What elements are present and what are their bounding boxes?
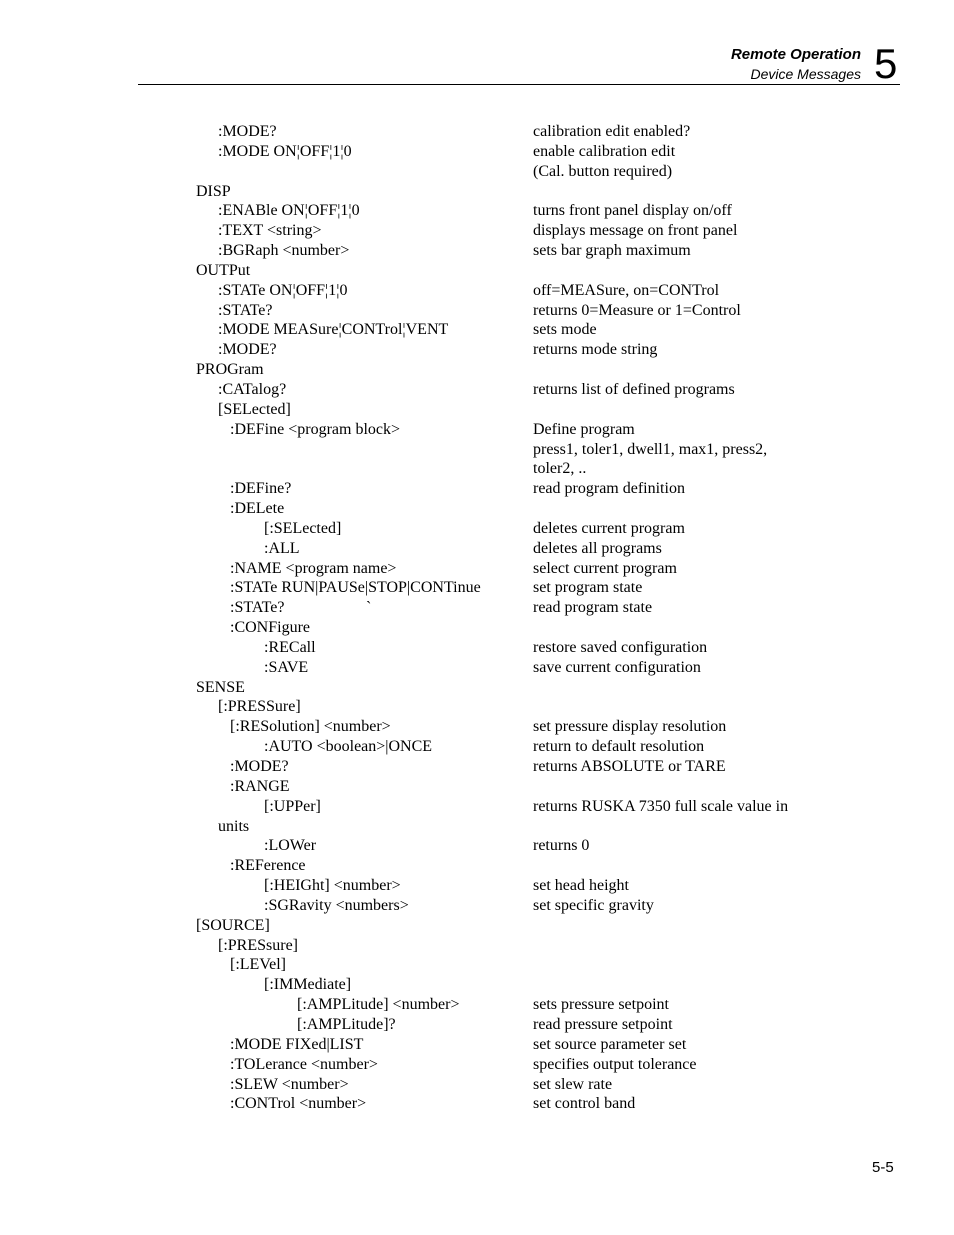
command-text: :CATalog? xyxy=(218,380,287,398)
command-description: turns front panel display on/off xyxy=(533,202,732,220)
command-row xyxy=(0,380,954,400)
command-row xyxy=(0,301,954,321)
command-text: :STATe? xyxy=(218,301,273,319)
command-row xyxy=(0,995,954,1015)
command-row xyxy=(0,1094,954,1114)
command-row xyxy=(0,1015,954,1035)
command-description: save current configuration xyxy=(533,658,701,676)
command-text: [:HEIGht] <number> xyxy=(264,877,401,895)
header-rule xyxy=(138,84,900,85)
command-description: deletes current program xyxy=(533,519,685,537)
command-text: :CONFigure xyxy=(230,619,310,637)
command-text: :LOWer xyxy=(264,837,317,855)
command-group: PROGram xyxy=(196,361,264,379)
command-row xyxy=(0,598,954,618)
command-row xyxy=(0,578,954,598)
command-row xyxy=(0,817,954,837)
command-text: [:AMPLitude] <number> xyxy=(297,996,460,1014)
command-group: SENSE xyxy=(196,678,245,696)
command-text: [:SELected] xyxy=(264,519,342,537)
command-description: read program state xyxy=(533,599,653,617)
command-group: [SOURCE] xyxy=(196,916,270,934)
command-description: read pressure setpoint xyxy=(533,1015,673,1033)
command-row xyxy=(0,539,954,559)
command-description: calibration edit enabled? xyxy=(533,123,691,140)
command-group: OUTPut xyxy=(196,261,251,279)
command-row xyxy=(0,697,954,717)
command-text: :DEFine? xyxy=(230,480,292,498)
command-text: :MODE FIXed|LIST xyxy=(230,1035,364,1053)
command-text: :RANGE xyxy=(230,777,290,795)
command-text: :MODE? xyxy=(218,123,277,140)
command-row xyxy=(0,936,954,956)
command-text: :DEFine <program block> xyxy=(230,420,401,438)
command-row xyxy=(0,717,954,737)
command-text: :MODE ON¦OFF¦1¦0 xyxy=(218,142,352,160)
command-text: :AUTO <boolean>|ONCE xyxy=(264,738,433,756)
command-description: Define program xyxy=(533,420,635,438)
command-row xyxy=(0,1075,954,1095)
command-description: set program state xyxy=(533,579,643,597)
page-header xyxy=(0,0,954,100)
command-row xyxy=(0,836,954,856)
command-text: [:PRESsure] xyxy=(218,936,298,954)
command-row xyxy=(0,340,954,360)
command-text: :MODE? xyxy=(230,758,289,775)
command-description: return to default resolution xyxy=(533,738,705,756)
command-text: [:UPPer] xyxy=(264,797,321,815)
command-row xyxy=(0,856,954,876)
command-text: :MODE? xyxy=(218,341,277,359)
command-row xyxy=(0,479,954,499)
command-description: returns list of defined programs xyxy=(533,380,735,398)
command-description: set head height xyxy=(533,877,629,895)
command-row xyxy=(0,261,954,281)
command-description: set slew rate xyxy=(533,1075,613,1093)
command-row xyxy=(0,122,954,142)
command-text: :TOLerance <number> xyxy=(230,1055,378,1073)
command-row xyxy=(0,737,954,757)
command-row xyxy=(0,777,954,797)
command-description: sets pressure setpoint xyxy=(533,996,669,1014)
section-subtitle: Device Messages xyxy=(750,66,861,82)
command-text: :ENABle ON¦OFF¦1¦0 xyxy=(218,202,360,220)
command-description: returns RUSKA 7350 full scale value in xyxy=(533,797,789,815)
command-description: set control band xyxy=(533,1095,636,1113)
command-description: specifies output tolerance xyxy=(533,1055,697,1073)
command-row xyxy=(0,182,954,202)
section-title: Remote Operation xyxy=(730,46,861,63)
command-text: :CONTrol <number> xyxy=(230,1095,367,1113)
command-row xyxy=(0,440,954,460)
command-row xyxy=(0,916,954,936)
command-row xyxy=(0,360,954,380)
command-description: returns 0 xyxy=(533,837,590,855)
command-text: :DELete xyxy=(230,500,285,518)
command-description: returns mode string xyxy=(533,341,658,359)
command-text: :NAME <program name> xyxy=(230,559,397,577)
page-number: 5-5 xyxy=(872,1159,894,1176)
command-description: toler2, .. xyxy=(533,460,587,478)
command-text: [SELected] xyxy=(218,400,291,418)
command-text: :STATe? xyxy=(230,599,285,617)
command-description: sets bar graph maximum xyxy=(533,242,691,260)
command-row xyxy=(0,281,954,301)
command-text: [:RESolution] <number> xyxy=(230,718,391,736)
command-text: :STATe ON¦OFF¦1¦0 xyxy=(218,281,348,299)
command-text: units xyxy=(218,817,250,835)
command-description: enable calibration edit xyxy=(533,142,676,160)
command-text: :TEXT <string> xyxy=(218,222,322,240)
command-row xyxy=(0,400,954,420)
command-description: press1, toler1, dwell1, max1, press2, xyxy=(533,440,768,458)
command-description: (Cal. button required) xyxy=(533,162,673,180)
command-row xyxy=(0,797,954,817)
command-row xyxy=(0,162,954,182)
command-description: read program definition xyxy=(533,480,685,498)
command-table xyxy=(0,122,954,1114)
command-row xyxy=(0,241,954,261)
command-description: set pressure display resolution xyxy=(533,718,727,736)
command-text: :BGRaph <number> xyxy=(218,242,350,260)
command-description: set specific gravity xyxy=(533,896,654,914)
command-row xyxy=(0,757,954,777)
command-description: displays message on front panel xyxy=(533,222,738,240)
command-text: :SLEW <number> xyxy=(230,1075,349,1093)
command-text: [:PRESSure] xyxy=(218,698,301,716)
stray-backtick: ` xyxy=(366,599,372,617)
command-row xyxy=(0,420,954,440)
command-text: :ALL xyxy=(264,539,300,557)
command-text: :REFerence xyxy=(230,857,306,875)
command-description: returns ABSOLUTE or TARE xyxy=(533,758,726,775)
command-text: :MODE MEASure¦CONTrol¦VENT xyxy=(218,321,449,339)
command-row xyxy=(0,201,954,221)
command-row xyxy=(0,896,954,916)
command-row xyxy=(0,142,954,162)
command-description: returns 0=Measure or 1=Control xyxy=(533,301,741,319)
command-text: :STATe RUN|PAUSe|STOP|CONTinue xyxy=(230,579,481,597)
command-row xyxy=(0,459,954,479)
command-description: select current program xyxy=(533,559,677,577)
command-row xyxy=(0,1035,954,1055)
command-description: set source parameter set xyxy=(533,1035,687,1053)
command-description: off=MEASure, on=CONTrol xyxy=(533,281,720,299)
command-row xyxy=(0,638,954,658)
command-row xyxy=(0,678,954,698)
command-row xyxy=(0,658,954,678)
command-description: sets mode xyxy=(533,321,597,339)
command-row xyxy=(0,618,954,638)
command-description: deletes all programs xyxy=(533,539,662,557)
command-text: :SAVE xyxy=(264,658,309,676)
command-group: DISP xyxy=(196,182,231,200)
command-row xyxy=(0,519,954,539)
command-row xyxy=(0,975,954,995)
command-text: [:IMMediate] xyxy=(264,976,352,994)
command-row xyxy=(0,876,954,896)
command-row xyxy=(0,1055,954,1075)
command-text: [:AMPLitude]? xyxy=(297,1015,396,1033)
command-text: :SGRavity <numbers> xyxy=(264,896,409,914)
command-row xyxy=(0,221,954,241)
command-row xyxy=(0,320,954,340)
command-row xyxy=(0,559,954,579)
command-row xyxy=(0,955,954,975)
command-text: :RECall xyxy=(264,638,316,656)
command-description: restore saved configuration xyxy=(533,638,708,656)
chapter-number: 5 xyxy=(874,40,898,87)
command-row xyxy=(0,499,954,519)
command-text: [:LEVel] xyxy=(230,956,286,974)
